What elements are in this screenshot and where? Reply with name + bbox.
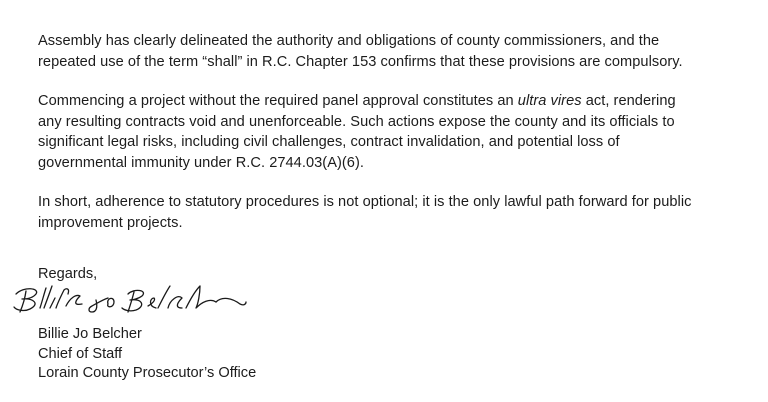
paragraph-line: In short, adherence to statutory procedures is not optional; it is the only lawful path forward for public: [38, 194, 692, 210]
paragraph-statutory-authority: [38, 31, 753, 72]
paragraph-line: governmental immunity under R.C. 2744.03(A)(6).: [38, 154, 364, 171]
paragraph-line: improvement projects.: [38, 214, 183, 231]
paragraph-line: significant legal risks, including civil challenges, contract invalidation, and potential loss of: [38, 134, 620, 150]
signer-title: Chief of Staff: [38, 345, 123, 362]
paragraph-conclusion: [38, 192, 753, 233]
paragraph-ultra-vires: [38, 91, 753, 173]
text-run: act, rendering: [581, 93, 676, 109]
handwritten-signature: [10, 280, 250, 322]
text-run: Commencing a project without the required panel approval constitutes an: [38, 93, 518, 109]
paragraph-line: repeated use of the term “shall” in R.C. Chapter 153 confirms that these provisions are compulsory.: [38, 53, 683, 70]
italic-term: ultra vires: [517, 93, 582, 109]
paragraph-line: any resulting contracts void and unenforceable. Such actions expose the county and its officials to: [38, 113, 675, 130]
paragraph-line: [38, 91, 753, 112]
paragraph-line: Assembly has clearly delineated the authority and obligations of county commissioners, and the: [38, 33, 660, 49]
signer-name: Billie Jo Belcher: [38, 326, 142, 342]
signature-block: [38, 325, 256, 384]
signer-office: Lorain County Prosecutor’s Office: [38, 365, 257, 381]
salutation: Regards,: [38, 266, 98, 282]
